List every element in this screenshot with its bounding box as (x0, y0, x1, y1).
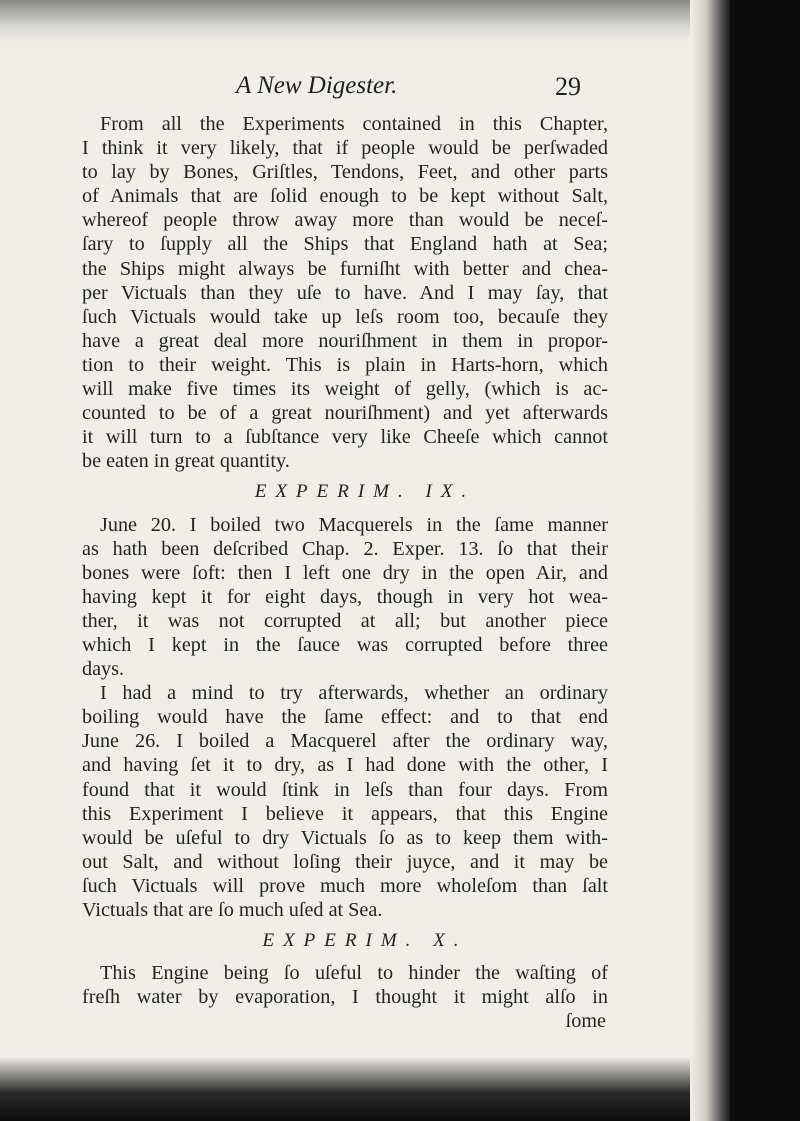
text-line: From all the Experiments contained in this Chapter, (100, 113, 608, 135)
text-line: This Engine being ſo uſeful to hinder the waſting of (100, 962, 608, 985)
text-line: of Animals that are ſolid enough to be kept without Salt, (82, 185, 608, 208)
text-line: have a great deal more nouriſhment in them in propor- (82, 329, 608, 352)
page-number: 29 (555, 72, 581, 101)
paragraph-conclusions (82, 112, 608, 473)
page-header (0, 70, 706, 110)
text-line: counted to be of a great nouriſhment) and yet afterwards (82, 402, 608, 425)
catchword: ſome (565, 1010, 606, 1033)
text-line: this Experiment I believe it appears, that this Engine (82, 802, 608, 825)
paragraph-experiment-x (82, 961, 608, 1033)
text-line: Victuals that are ſo much uſed at Sea. (82, 899, 383, 921)
text-line: per Victuals than they uſe to have. And I may ſay, that (82, 281, 608, 304)
page-bottom-shadow (0, 1058, 706, 1121)
page-edge-shadow (690, 0, 730, 1121)
text-line: June 26. I boiled a Macquerel after the ordinary way, (82, 730, 608, 753)
text-line: out Salt, and without loſing their juyce, and it may be (82, 850, 608, 873)
text-line: be eaten in great quantity. (82, 450, 290, 473)
text-line: whereof people throw away more than would be neceſ- (82, 209, 608, 232)
text-line: boiling would have the ſame effect: and to that end (82, 706, 608, 729)
text-line: I had a mind to try afterwards, whether an ordinary (100, 682, 608, 705)
text-line: to lay by Bones, Griſtles, Tendons, Feet, and other parts (82, 161, 608, 184)
text-line: June 20. I boiled two Macquerels in the ſame manner (100, 513, 608, 536)
text-line: ſuch Victuals would take up leſs room too, becauſe they (82, 305, 608, 328)
running-title: A New Digester. (236, 72, 398, 99)
text-line: freſh water by evaporation, I thought it might alſo in (82, 986, 608, 1009)
text-line: bones were ſoft: then I left one dry in the open Air, and (82, 561, 608, 584)
text-line: and having ſet it to dry, as I had done with the other, I (82, 754, 608, 777)
text-line: ſuch Victuals will prove much more wholeſom than ſalt (82, 874, 608, 897)
text-line: which I kept in the ſauce was corrupted before three (82, 633, 608, 656)
text-line: I think it very likely, that if people would be perſwaded (82, 137, 608, 160)
text-line: it will turn to a ſubſtance very like Cheeſe which cannot (82, 426, 608, 449)
text-line: ther, it was not corrupted at all; but another piece (82, 609, 608, 632)
paragraph-ordinary-boiling (82, 681, 608, 922)
text-line: found that it would ſtink in leſs than four days. From (82, 778, 608, 801)
page-body (82, 112, 608, 1033)
text-line: will make five times its weight of gelly, (which is ac- (82, 378, 608, 401)
text-line: would be uſeful to dry Victuals ſo as to keep them with- (82, 826, 608, 849)
text-line: having kept it for eight days, though in very hot wea- (82, 585, 608, 608)
text-line: tion to their weight. This is plain in Harts-horn, which (82, 353, 608, 376)
text-line: days. (82, 658, 125, 681)
text-line: ſary to ſupply all the Ships that England hath at Sea; (82, 233, 608, 256)
text-line: the Ships might always be furniſht with better and chea- (82, 257, 608, 280)
section-heading-experiment-x: EXPERIM. X. (262, 930, 468, 952)
paragraph-experiment-ix (82, 513, 608, 682)
text-line: as hath been deſcribed Chap. 2. Exper. 13. ſo that their (82, 537, 608, 560)
section-heading-experiment-ix: EXPERIM. IX. (254, 481, 476, 503)
